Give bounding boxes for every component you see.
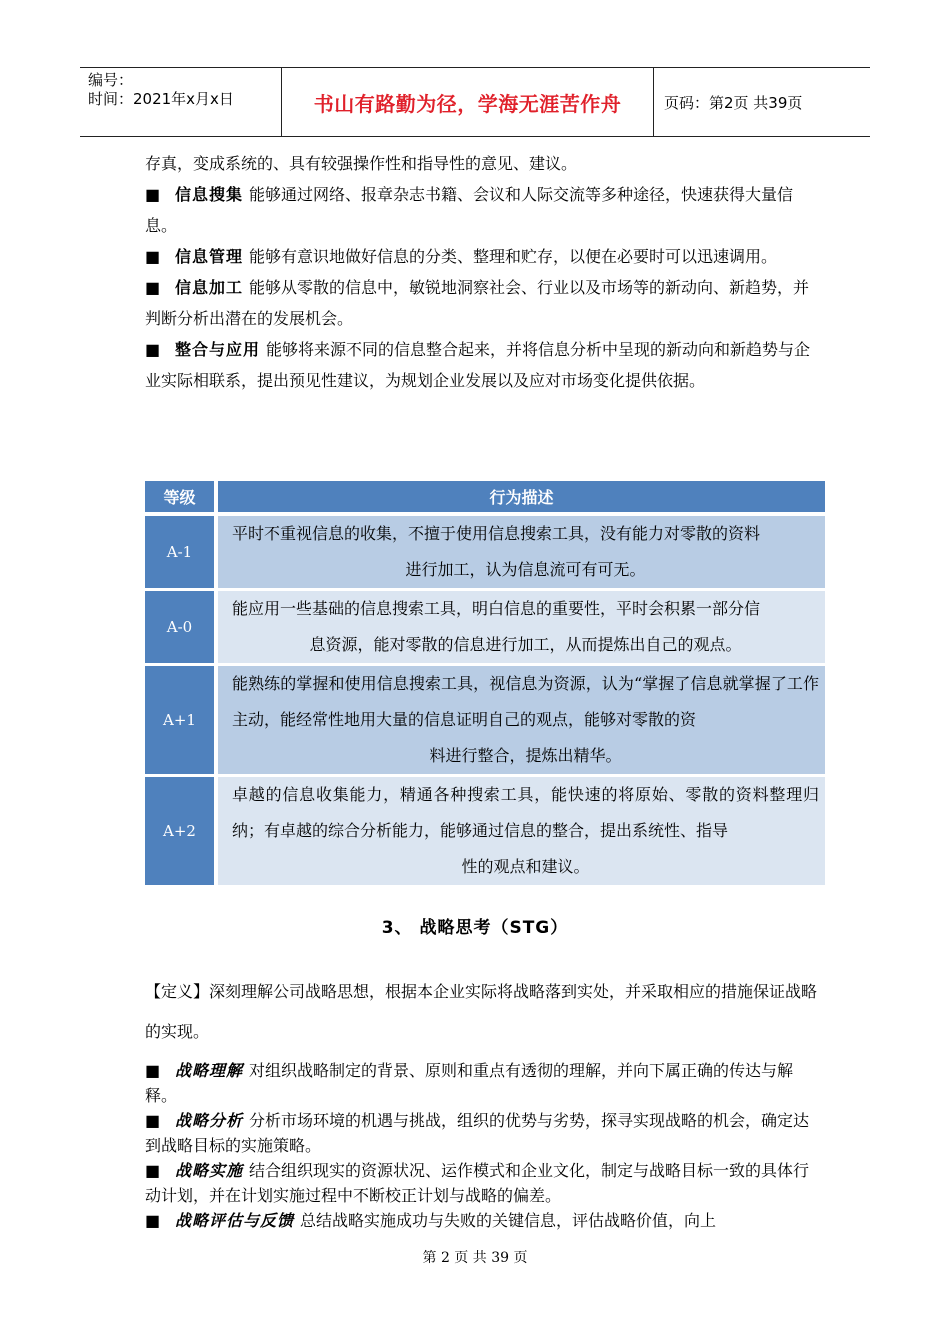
desc-text: 能应用一些基础的信息搜索工具，明白信息的重要性，平时会积累一部分信 [232, 599, 761, 618]
item-text: 能够通过网络、报章杂志书籍、会议和人际交流等多种途径，快速获得大量信息。 [145, 185, 794, 235]
level-cell: A+2 [145, 777, 218, 888]
list-item [145, 1158, 817, 1208]
item-keyword: 战略评估与反馈 [175, 1211, 295, 1230]
header-motto: 书山有路勤为径，学海无涯苦作舟 [282, 68, 654, 136]
table-row [145, 777, 825, 888]
item-keyword: 战略实施 [175, 1161, 244, 1180]
bullet-icon: ■ [145, 340, 161, 359]
item-keyword: 战略分析 [175, 1111, 244, 1130]
item-keyword: 战略理解 [175, 1061, 244, 1080]
header-meta [80, 68, 282, 136]
header-desc: 行为描述 [218, 481, 825, 516]
desc-text: 卓越的信息收集能力，精通各种搜索工具，能快速的将原始、零散的资料整理归纳；有卓越的综合分析能力，能够通过信息的整合，提出系统性、指导 [232, 785, 819, 840]
list-item [145, 1108, 817, 1158]
level-cell: A+1 [145, 666, 218, 777]
level-cell: A-1 [145, 516, 218, 591]
desc-cell [218, 591, 825, 666]
header-page-info: 页码：第2页 共39页 [664, 93, 803, 112]
item-text: 分析市场环境的机遇与挑战，组织的优势与劣势，探寻实现战略的机会，确定达到战略目标的实施策略。 [145, 1111, 810, 1155]
bullet-icon: ■ [145, 278, 161, 297]
list-item [145, 334, 817, 396]
table-row [145, 666, 825, 777]
section-title: 3、 战略思考（STG） [381, 918, 569, 938]
item-text: 能够将来源不同的信息整合起来，并将信息分析中呈现的新动向和新趋势与企业实际相联系，提出预见性建议，为规划企业发展以及应对市场变化提供依据。 [145, 340, 811, 390]
list-item [145, 241, 817, 272]
bullet-icon: ■ [145, 1211, 161, 1230]
desc-last-line: 进行加工，认为信息流可有可无。 [405, 560, 646, 579]
list-item [145, 1208, 817, 1233]
item-keyword: 整合与应用 [175, 340, 261, 359]
bullet-icon: ■ [145, 247, 161, 266]
item-text: 能够有意识地做好信息的分类、整理和贮存，以便在必要时可以迅速调用。 [249, 247, 778, 266]
number-label: 编号： [88, 71, 134, 89]
desc-cell [218, 666, 825, 777]
page-footer: 第 2 页 共 39 页 [422, 1250, 528, 1266]
list-item [145, 179, 817, 241]
desc-last-line: 性的观点和建议。 [461, 857, 590, 876]
item-text: 结合组织现实的资源状况、运作模式和企业文化，制定与战略目标一致的具体行动计划，并在计划实施过程中不断校正计划与战略的偏差。 [145, 1161, 810, 1205]
item-text: 总结战略实施成功与失败的关键信息，评估战略价值，向上 [300, 1211, 717, 1230]
table-row [145, 591, 825, 666]
continuation-paragraph: 存真，变成系统的、具有较强操作性和指导性的意见、建议。 [145, 154, 578, 173]
desc-last-line: 息资源，能对零散的信息进行加工，从而提炼出自己的观点。 [309, 635, 742, 654]
bullet-icon: ■ [145, 1111, 161, 1130]
item-text: 对组织战略制定的背景、原则和重点有透彻的理解，并向下属正确的传达与解释。 [145, 1061, 794, 1105]
item-keyword: 信息搜集 [175, 185, 244, 204]
level-cell: A-0 [145, 591, 218, 666]
bullet-icon: ■ [145, 1161, 161, 1180]
time-label: 时间：2021年x月x日 [88, 90, 234, 108]
item-text: 能够从零散的信息中，敏锐地洞察社会、行业以及市场等的新动向、新趋势，并判断分析出潜在的发展机会。 [145, 278, 810, 328]
list-item [145, 272, 817, 334]
bullet-icon: ■ [145, 1061, 161, 1080]
header-level: 等级 [145, 481, 218, 516]
page-header [80, 67, 870, 137]
list-item [145, 1058, 817, 1108]
table-row [145, 516, 825, 591]
item-keyword: 信息管理 [175, 247, 244, 266]
desc-text: 平时不重视信息的收集，不擅于使用信息搜索工具，没有能力对零散的资料 [232, 524, 761, 543]
definition-paragraph: 【定义】深刻理解公司战略思想，根据本企业实际将战略落到实处，并采取相应的措施保证战略的实现。 [145, 982, 818, 1041]
desc-text: 能熟练的掌握和使用信息搜索工具，视信息为资源，认为“掌握了信息就掌握了工作主动，能经常性地用大量的信息证明自己的观点，能够对零散的资 [232, 674, 819, 729]
item-keyword: 信息加工 [175, 278, 244, 297]
desc-cell [218, 516, 825, 591]
intro-section [145, 148, 817, 396]
table-header-row [145, 481, 825, 516]
level-table [145, 481, 825, 888]
bullet-icon: ■ [145, 185, 161, 204]
desc-cell [218, 777, 825, 888]
strategy-section [145, 972, 817, 1233]
desc-last-line: 料进行整合，提炼出精华。 [429, 746, 622, 765]
